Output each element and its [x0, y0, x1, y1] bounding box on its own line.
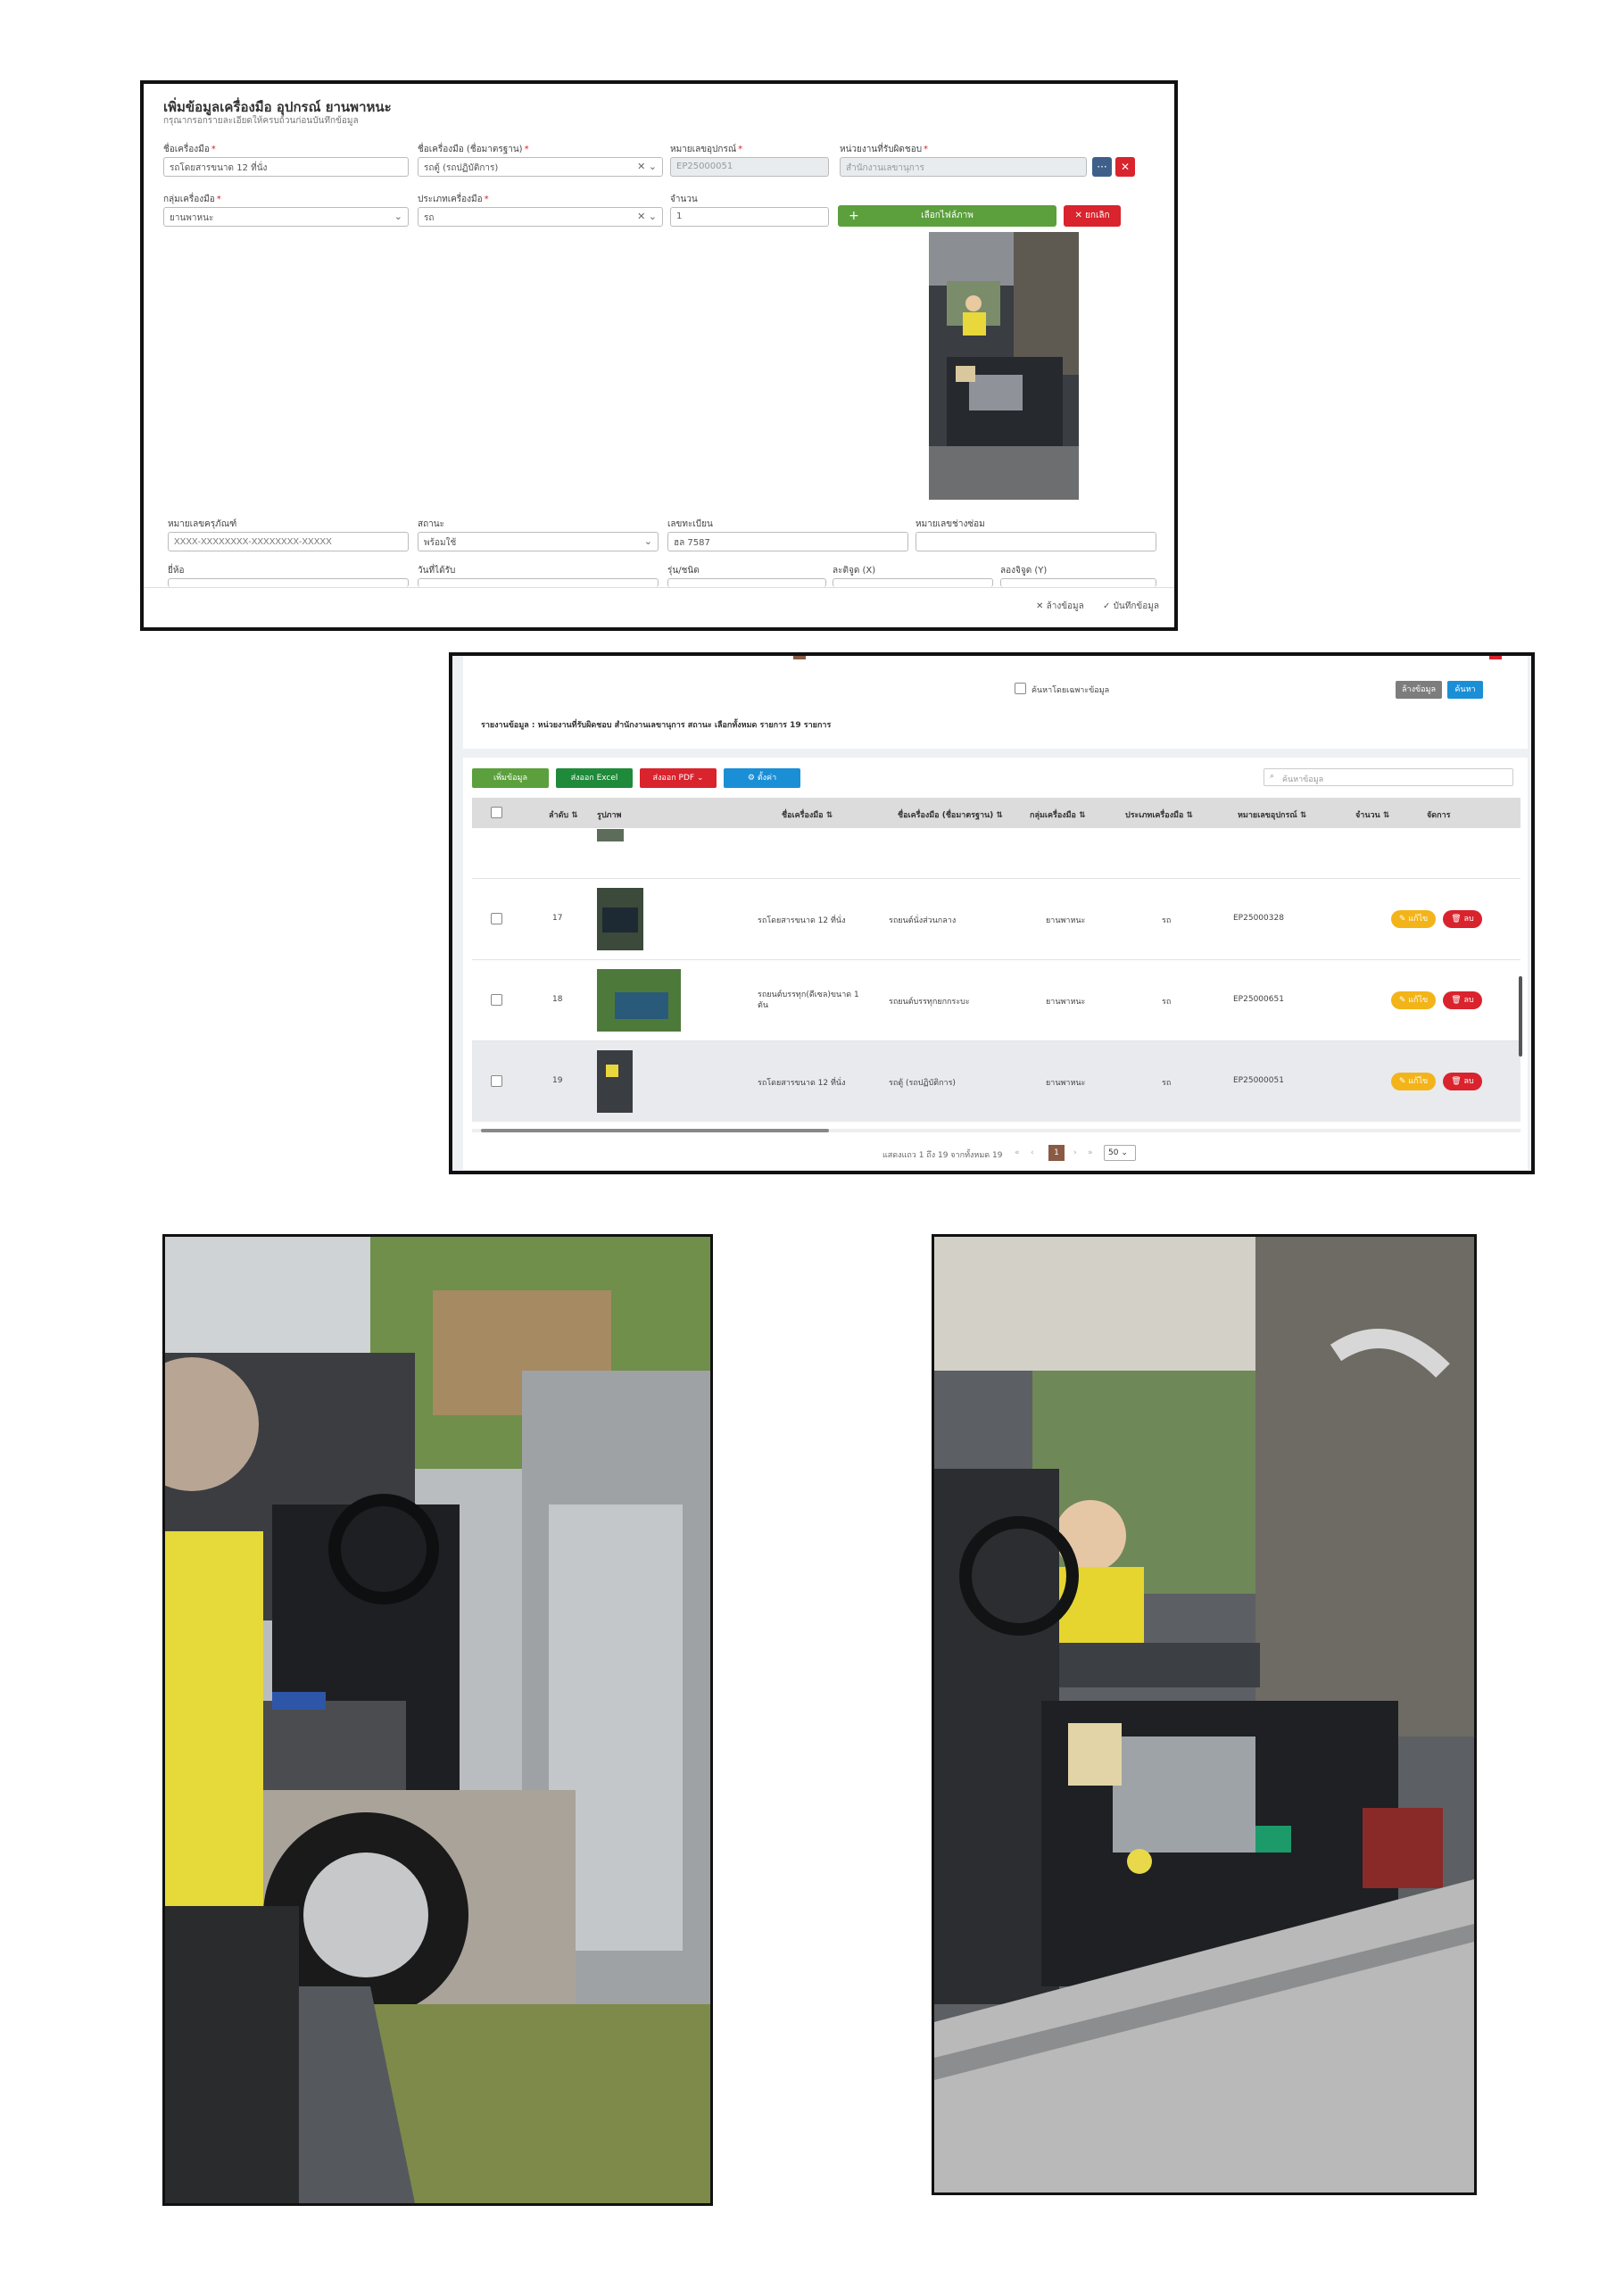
- table-row[interactable]: [472, 1041, 1520, 1122]
- row-no: 18: [552, 995, 563, 1004]
- image-preview: [929, 232, 1079, 500]
- brand-label: ยี่ห้อ: [168, 566, 185, 576]
- tool-name-std-value: รถตู้ (รถปฏิบัติการ): [424, 163, 499, 173]
- save-button[interactable]: [1103, 600, 1159, 613]
- page-size-select[interactable]: [1104, 1145, 1136, 1161]
- table-screenshot: [449, 652, 1535, 1174]
- delete-button[interactable]: 🗑 ลบ: [1443, 1073, 1482, 1090]
- search-icon: ⌕: [1270, 772, 1275, 781]
- pager-text: แสดงแถว 1 ถึง 19 จากทั้งหมด 19: [882, 1151, 1003, 1160]
- row-asset: EP25000051: [1233, 1076, 1284, 1085]
- model-label: รุ่น/ชนิด: [667, 566, 700, 576]
- search-placeholder: ค้นหาข้อมูล: [1282, 775, 1324, 784]
- engine-no-label: หมายเลขช่างซ่อม: [916, 519, 985, 529]
- header-type[interactable]: ประเภทเครื่องมือ ⇅: [1125, 811, 1194, 820]
- row-type: รถ: [1162, 998, 1172, 1007]
- qty-input[interactable]: 1: [670, 207, 829, 227]
- tool-name-std-label: ชื่อเครื่องมือ (ชื่อมาตรฐาน) *: [418, 145, 529, 154]
- engine-no-input[interactable]: [916, 532, 1156, 551]
- edit-button[interactable]: ✎ แก้ไข: [1391, 910, 1436, 928]
- group-select[interactable]: [163, 207, 409, 227]
- more-button[interactable]: ···: [1092, 157, 1112, 177]
- pager-last[interactable]: »: [1088, 1148, 1093, 1157]
- divider: [144, 587, 1178, 588]
- trash-icon: 🗑: [1451, 996, 1462, 1005]
- pencil-icon: ✎: [1398, 996, 1406, 1005]
- header-std-name[interactable]: ชื่อเครื่องมือ (ชื่อมาตรฐาน) ⇅: [898, 811, 1003, 820]
- status-label: สถานะ: [418, 519, 444, 529]
- unit-input: สำนักงานเลขานุการ: [840, 157, 1087, 177]
- select-all-checkbox[interactable]: [491, 807, 502, 818]
- save-label: บันทึกข้อมูล: [1113, 601, 1159, 611]
- engine-preview-image: [929, 232, 1079, 500]
- type-label: ประเภทเครื่องมือ *: [418, 195, 489, 204]
- row-no: 19: [552, 1076, 563, 1085]
- group-label: กลุ่มเครื่องมือ *: [163, 195, 221, 204]
- plate-label: เลขทะเบียน: [667, 519, 713, 529]
- header-no[interactable]: ลำดับ ⇅: [549, 811, 578, 820]
- pencil-icon: ✎: [1398, 1077, 1406, 1086]
- row-checkbox[interactable]: [491, 1075, 502, 1087]
- lat-label: ละติจูด (X): [833, 566, 876, 576]
- date-label: วันที่ได้รับ: [418, 566, 456, 576]
- van-door-photo: [162, 1234, 713, 2206]
- table-row[interactable]: [472, 960, 1520, 1040]
- summary-text: รายงานข้อมูล : หน่วยงานที่รับผิดชอบ สำนักงานเลขานุการ สถานะ เลือกทั้งหมด รายการ 19 รายการ: [481, 721, 832, 730]
- row-thumbnail: [597, 969, 681, 1032]
- row-asset: EP25000328: [1233, 914, 1284, 923]
- asset-no-input: EP25000051: [670, 157, 829, 177]
- type-value: รถ: [424, 213, 435, 223]
- delete-button[interactable]: 🗑 ลบ: [1443, 991, 1482, 1009]
- table-row[interactable]: [472, 879, 1520, 959]
- tool-name-label: ชื่อเครื่องมือ *: [163, 145, 216, 154]
- table-panel: [463, 758, 1528, 1170]
- page-size-value: 50: [1108, 1148, 1119, 1157]
- serial-label: หมายเลขครุภัณฑ์: [168, 519, 237, 529]
- row-thumbnail: [597, 1050, 633, 1113]
- status-select[interactable]: [418, 532, 659, 551]
- table-search-input[interactable]: [1264, 768, 1513, 786]
- serial-input[interactable]: [168, 532, 409, 551]
- row-group: ยานพาหนะ: [1046, 1079, 1086, 1088]
- header-image: รูปภาพ: [597, 811, 622, 820]
- check-icon: ✓: [1103, 601, 1111, 611]
- status-value: พร้อมใช้: [424, 538, 457, 548]
- lat-input[interactable]: [833, 578, 993, 587]
- van-door-image: [165, 1237, 710, 2203]
- row-checkbox[interactable]: [491, 994, 502, 1006]
- header-qty[interactable]: จำนวน ⇅: [1355, 811, 1390, 820]
- trash-icon: 🗑: [1451, 915, 1462, 924]
- header-name[interactable]: ชื่อเครื่องมือ ⇅: [782, 811, 833, 820]
- row-name: รถโดยสารขนาด 12 ที่นั่ง: [758, 1079, 846, 1088]
- clear-chevron-icon[interactable]: ✕ ⌄: [637, 211, 657, 222]
- search-button[interactable]: ค้นหา: [1447, 681, 1483, 699]
- search-checkbox[interactable]: [1015, 683, 1026, 694]
- filter-panel: [463, 656, 1528, 749]
- settings-label: ตั้งค่า: [757, 774, 777, 783]
- trash-icon: 🗑: [1451, 1077, 1462, 1086]
- export-pdf-button[interactable]: [640, 768, 717, 788]
- pager-first[interactable]: «: [1015, 1148, 1020, 1157]
- qty-label: จำนวน: [670, 195, 698, 204]
- horizontal-scrollbar[interactable]: [481, 1129, 829, 1132]
- model-input[interactable]: [667, 578, 826, 587]
- cancel-image-label: ยกเลิก: [1085, 211, 1110, 220]
- clear-unit-button[interactable]: ✕: [1115, 157, 1135, 177]
- date-input[interactable]: [418, 578, 659, 587]
- close-icon: ✕: [1074, 211, 1082, 220]
- choose-image-label: เลือกไฟล์ภาพ: [921, 211, 974, 220]
- close-icon: ✕: [1036, 601, 1044, 611]
- top-marker: [793, 656, 806, 659]
- pager-prev[interactable]: ‹: [1031, 1148, 1034, 1157]
- export-excel-button[interactable]: ส่งออก Excel: [556, 768, 633, 788]
- pencil-icon: ✎: [1398, 915, 1406, 924]
- plate-input[interactable]: ฮล 7587: [667, 532, 908, 551]
- row-type: รถ: [1162, 916, 1172, 925]
- lng-label: ลองจิจูด (Y): [1000, 566, 1048, 576]
- unit-label: หน่วยงานที่รับผิดชอบ *: [840, 145, 929, 154]
- row-thumbnail: [597, 888, 643, 950]
- group-value: ยานพาหนะ: [170, 213, 214, 223]
- choose-image-button[interactable]: [838, 205, 1056, 227]
- header-actions: จัดการ: [1427, 811, 1451, 820]
- cancel-image-button[interactable]: [1064, 205, 1121, 227]
- clear-filter-button[interactable]: ล้างข้อมูล: [1396, 681, 1442, 699]
- row-type: รถ: [1162, 1079, 1172, 1088]
- settings-button[interactable]: [724, 768, 800, 788]
- clear-label: ล้างข้อมูล: [1046, 601, 1084, 611]
- type-select[interactable]: [418, 207, 663, 227]
- lng-input[interactable]: [1000, 578, 1156, 587]
- export-pdf-label: ส่งออก PDF: [652, 774, 695, 783]
- row-std-name: รถยนต์บรรทุกยกกระบะ: [889, 998, 970, 1007]
- form-subtitle: กรุณากรอกรายละเอียดให้ครบถ้วนก่อนบันทึกข้อมูล: [163, 116, 359, 126]
- row-checkbox[interactable]: [491, 913, 502, 924]
- row-thumbnail: [597, 829, 624, 841]
- top-marker: [1489, 656, 1502, 659]
- header-asset[interactable]: หมายเลขอุปกรณ์ ⇅: [1238, 811, 1307, 820]
- row-std-name: รถยนต์นั่งส่วนกลาง: [889, 916, 957, 925]
- clear-chevron-icon[interactable]: ✕ ⌄: [637, 161, 657, 172]
- clear-button[interactable]: [1036, 600, 1084, 613]
- row-group: ยานพาหนะ: [1046, 916, 1086, 925]
- form-title: เพิ่มข้อมูลเครื่องมือ อุปกรณ์ ยานพาหนะ: [163, 99, 392, 115]
- row-name: รถโดยสารขนาด 12 ที่นั่ง: [758, 916, 846, 925]
- row-name: รถยนต์บรรทุก(ดีเซล)ขนาด 1 ตัน: [758, 991, 859, 1010]
- gear-icon: ⚙: [747, 774, 755, 783]
- engine-photo: [932, 1234, 1477, 2195]
- chevron-down-icon: ⌄: [696, 774, 704, 783]
- chevron-down-icon: ⌄: [643, 535, 652, 547]
- add-button[interactable]: เพิ่มข้อมูล: [472, 768, 549, 788]
- chevron-down-icon: ⌄: [1121, 1148, 1128, 1157]
- header-group[interactable]: กลุ่มเครื่องมือ ⇅: [1030, 811, 1086, 820]
- row-group: ยานพาหนะ: [1046, 998, 1086, 1007]
- engine-image: [934, 1237, 1474, 2192]
- asset-no-label: หมายเลขอุปกรณ์ *: [670, 145, 743, 154]
- pager-next[interactable]: ›: [1073, 1148, 1077, 1157]
- brand-input[interactable]: [168, 578, 409, 587]
- row-std-name: รถตู้ (รถปฏิบัติการ): [889, 1079, 956, 1088]
- search-checkbox-label: ค้นหาโดยเฉพาะข้อมูล: [1032, 686, 1110, 695]
- edit-button[interactable]: ✎ แก้ไข: [1391, 991, 1436, 1009]
- edit-button[interactable]: ✎ แก้ไข: [1391, 1073, 1436, 1090]
- tool-name-input[interactable]: รถโดยสารขนาด 12 ที่นั่ง: [163, 157, 409, 177]
- plus-icon: +: [849, 209, 859, 223]
- row-no: 17: [552, 914, 563, 923]
- chevron-down-icon: ⌄: [394, 211, 402, 222]
- form-screenshot: [140, 80, 1178, 631]
- pager-current[interactable]: 1: [1048, 1145, 1065, 1161]
- delete-button[interactable]: 🗑 ลบ: [1443, 910, 1482, 928]
- tool-name-std-select[interactable]: [418, 157, 663, 177]
- row-asset: EP25000651: [1233, 995, 1284, 1004]
- vertical-scrollbar[interactable]: [1519, 976, 1522, 1057]
